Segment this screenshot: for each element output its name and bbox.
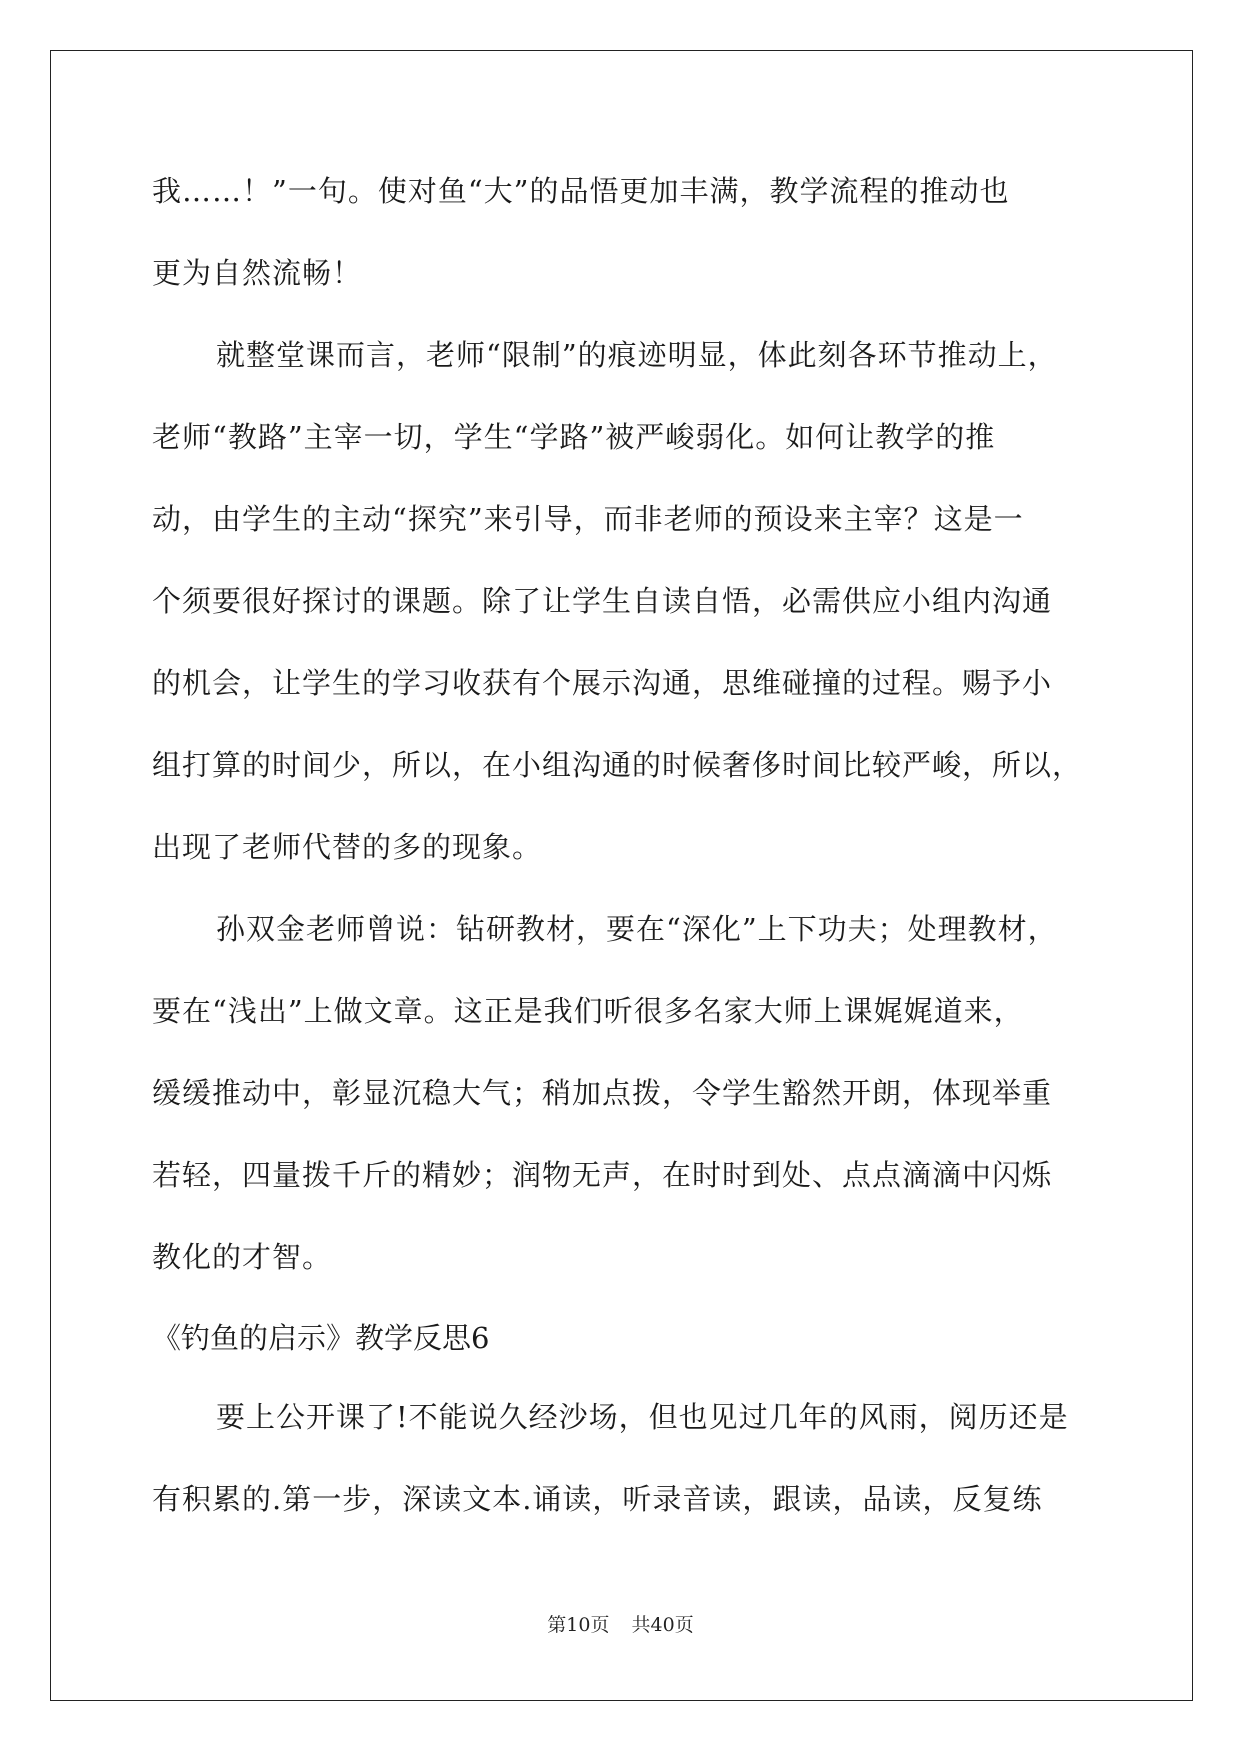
page-footer [0,1610,1241,1637]
text-line: 就整堂课而言，老师“限制”的痕迹明显，体此刻各环节推动上， [216,338,1058,372]
paragraph [152,898,1088,1308]
text-line: 有积累的.第一步，深读文本.诵读，听录音读，跟读，品读，反复练 [152,1482,1043,1516]
text-line: 若轻，四量拨千斤的精妙；润物无声，在时时到处、点点滴滴中闪烁 [152,1158,1053,1192]
paragraph [152,160,1088,324]
page-total: 共40页 [631,1614,694,1636]
text-line: 的机会，让学生的学习收获有个展示沟通，思维碰撞的过程。赐予小 [152,666,1053,700]
text-line: 教化的才智。 [152,1240,333,1274]
text-line: 个须要很好探讨的课题。除了让学生自读自悟，必需供应小组内沟通 [152,584,1053,618]
page-number: 第10页 [547,1614,610,1636]
text-line: 要在“浅出”上做文章。这正是我们听很多名家大师上课娓娓道来， [152,994,1024,1028]
paragraph [152,324,1088,898]
text-line: 更为自然流畅！ [152,256,363,290]
text-line: 我……！”一句。使对鱼“大”的品悟更加丰满，教学流程的推动也 [152,174,1010,208]
paragraph [152,1386,1088,1550]
text-line: 缓缓推动中，彰显沉稳大气；稍加点拨，令学生豁然开朗，体现举重 [152,1076,1053,1110]
text-line: 老师“教路”主宰一切，学生“学路”被严峻弱化。如何让教学的推 [152,420,996,454]
text-line: 要上公开课了!不能说久经沙场，但也见过几年的风雨，阅历还是 [216,1400,1069,1434]
text-line: 动，由学生的主动“探究”来引导，而非老师的预设来主宰？这是一 [152,502,1024,536]
text-line: 组打算的时间少，所以，在小组沟通的时候奢侈时间比较严峻，所以， [152,748,1083,782]
text-line: 出现了老师代替的多的现象。 [152,830,543,864]
text-line: 孙双金老师曾说：钻研教材，要在“深化”上下功夫；处理教材， [216,912,1058,946]
section-title: 《钓鱼的启示》教学反思6 [152,1321,490,1355]
document-body [152,160,1088,1550]
